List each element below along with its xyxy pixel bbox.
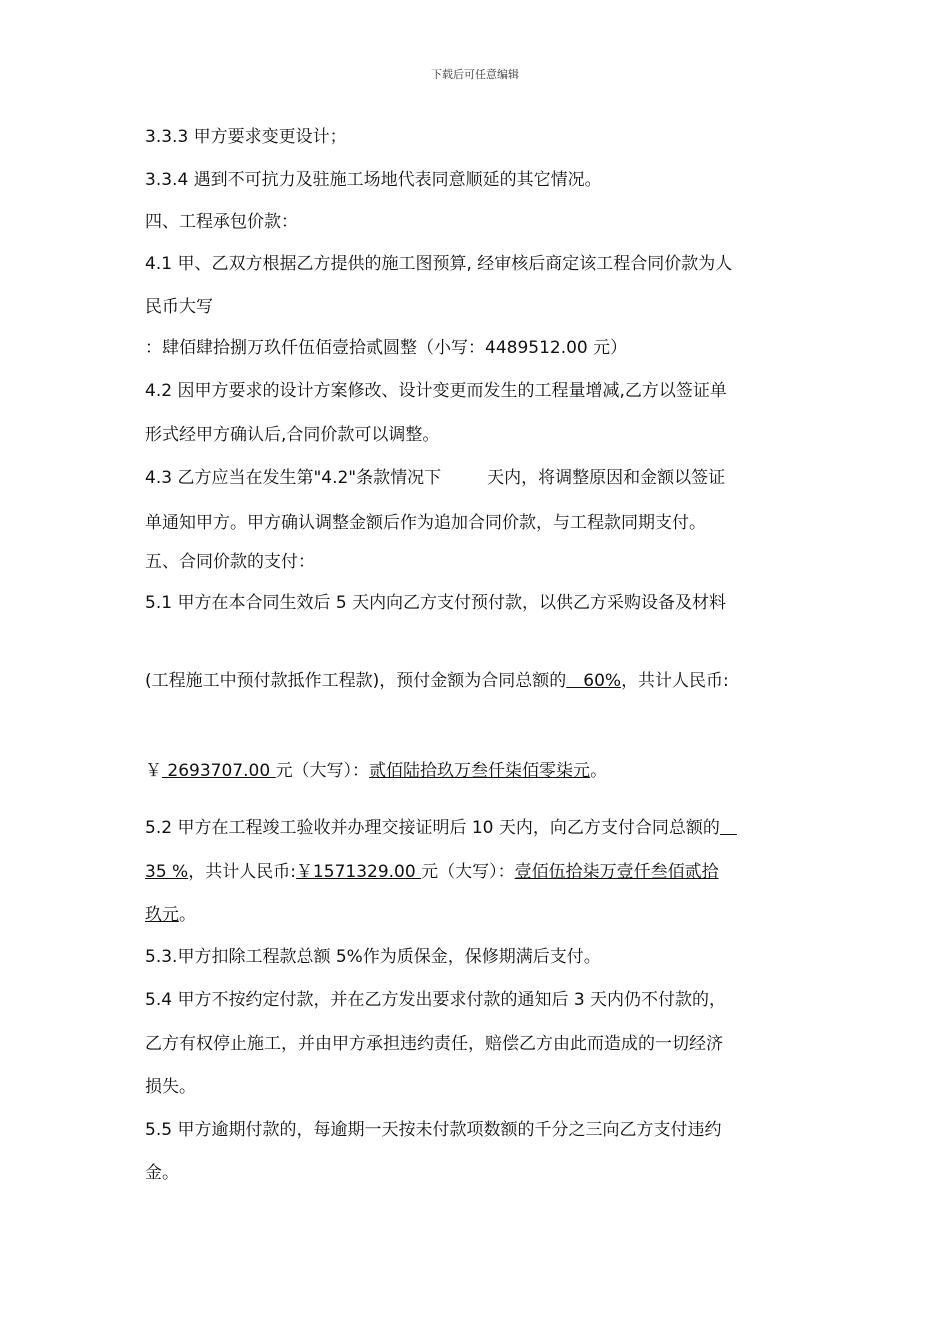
clause-5-2-line-2 (145, 861, 719, 883)
clause-5-2-text: 5.2 甲方在工程竣工验收并办理交接证明后 10 天内，向乙方支付合同总额的 (145, 818, 720, 838)
clause-5-1-line-3 (145, 760, 607, 782)
clause-5-4-line-2: 乙方有权停止施工，并由甲方承担违约责任，赔偿乙方由此而造成的一切经济 (145, 1034, 723, 1054)
completion-percentage: 35 % (145, 862, 189, 882)
advance-amount: 2693707.00 (162, 761, 276, 781)
clause-5-2-line-1 (145, 817, 737, 839)
clause-5-2-line-3 (145, 904, 196, 926)
page-header: 下载后可任意编辑 (431, 68, 519, 81)
section-5-title: 五、合同价款的支付： (145, 552, 315, 572)
clause-5-4-line-1: 5.4 甲方不按约定付款，并在乙方发出要求付款的通知后 3 天内仍不付款的， (145, 990, 727, 1010)
clause-3-3-4: 3.3.4 遇到不可抗力及驻施工场地代表同意顺延的其它情况。 (145, 170, 602, 190)
clause-4-2-line-1: 4.2 因甲方要求的设计方案修改、设计变更而发生的工程量增减,乙方以签证单 (145, 381, 727, 401)
clause-4-3-text-a: 4.3 乙方应当在发生第"4.2"条款情况下 (145, 468, 442, 488)
clause-5-5-line-1: 5.5 甲方逾期付款的，每逾期一天按未付款项数额的千分之三向乙方支付违约 (145, 1120, 722, 1140)
completion-amount: ￥1571329.00 (295, 862, 422, 882)
clause-5-5-line-2: 金。 (145, 1163, 179, 1183)
clause-5-4-line-3: 损失。 (145, 1077, 196, 1097)
clause-4-1-line-3: ：肆佰肆拾捌万玖仟伍佰壹拾贰圆整（小写：4489512.00 元） (145, 338, 628, 358)
clause-4-3-line-1 (145, 467, 725, 489)
clause-5-1-text-b: ，共计人民币: (621, 671, 729, 691)
clause-3-3-3: 3.3.3 甲方要求变更设计； (145, 127, 347, 147)
completion-amount-words: 壹佰伍拾柒万壹仟叁佰贰拾 (514, 862, 719, 882)
clause-5-1-line-1: 5.1 甲方在本合同生效后 5 天内向乙方支付预付款，以供乙方采购设备及材料 (145, 593, 727, 613)
amount-label-2: 元（大写）： (421, 862, 515, 882)
section-4-title: 四、工程承包价款： (145, 212, 298, 232)
amount-label: 元（大写）： (275, 761, 370, 781)
clause-5-3: 5.3.甲方扣除工程款总额 5%作为质保金，保修期满后支付。 (145, 947, 601, 967)
blank-underline (720, 818, 737, 838)
clause-4-2-line-2: 形式经甲方确认后,合同价款可以调整。 (145, 425, 440, 445)
clause-5-1-text: (工程施工中预付款抵作工程款)，预付金额为合同总额的 (145, 671, 567, 691)
clause-4-3-line-2: 单通知甲方。甲方确认调整金额后作为追加合同价款，与工程款同期支付。 (145, 513, 706, 533)
yuan-sign: ￥ (145, 761, 162, 781)
advance-amount-words: 贰佰陆拾玖万叁仟柒佰零柒元 (369, 761, 591, 781)
completion-amount-words-end: 玖元 (145, 905, 179, 925)
advance-percentage: 60% (566, 671, 622, 691)
clause-5-1-line-2 (145, 670, 729, 692)
clause-4-3-text-b: 天内，将调整原因和金额以签证 (487, 468, 726, 488)
period: 。 (590, 761, 608, 781)
clause-5-2-text-b: ，共计人民币: (188, 862, 296, 882)
clause-4-1-line-1: 4.1 甲、乙双方根据乙方提供的施工图预算, 经审核后商定该工程合同价款为人 (145, 254, 733, 274)
clause-4-1-line-2: 民币大写 (145, 297, 213, 317)
period-2: 。 (179, 905, 196, 925)
